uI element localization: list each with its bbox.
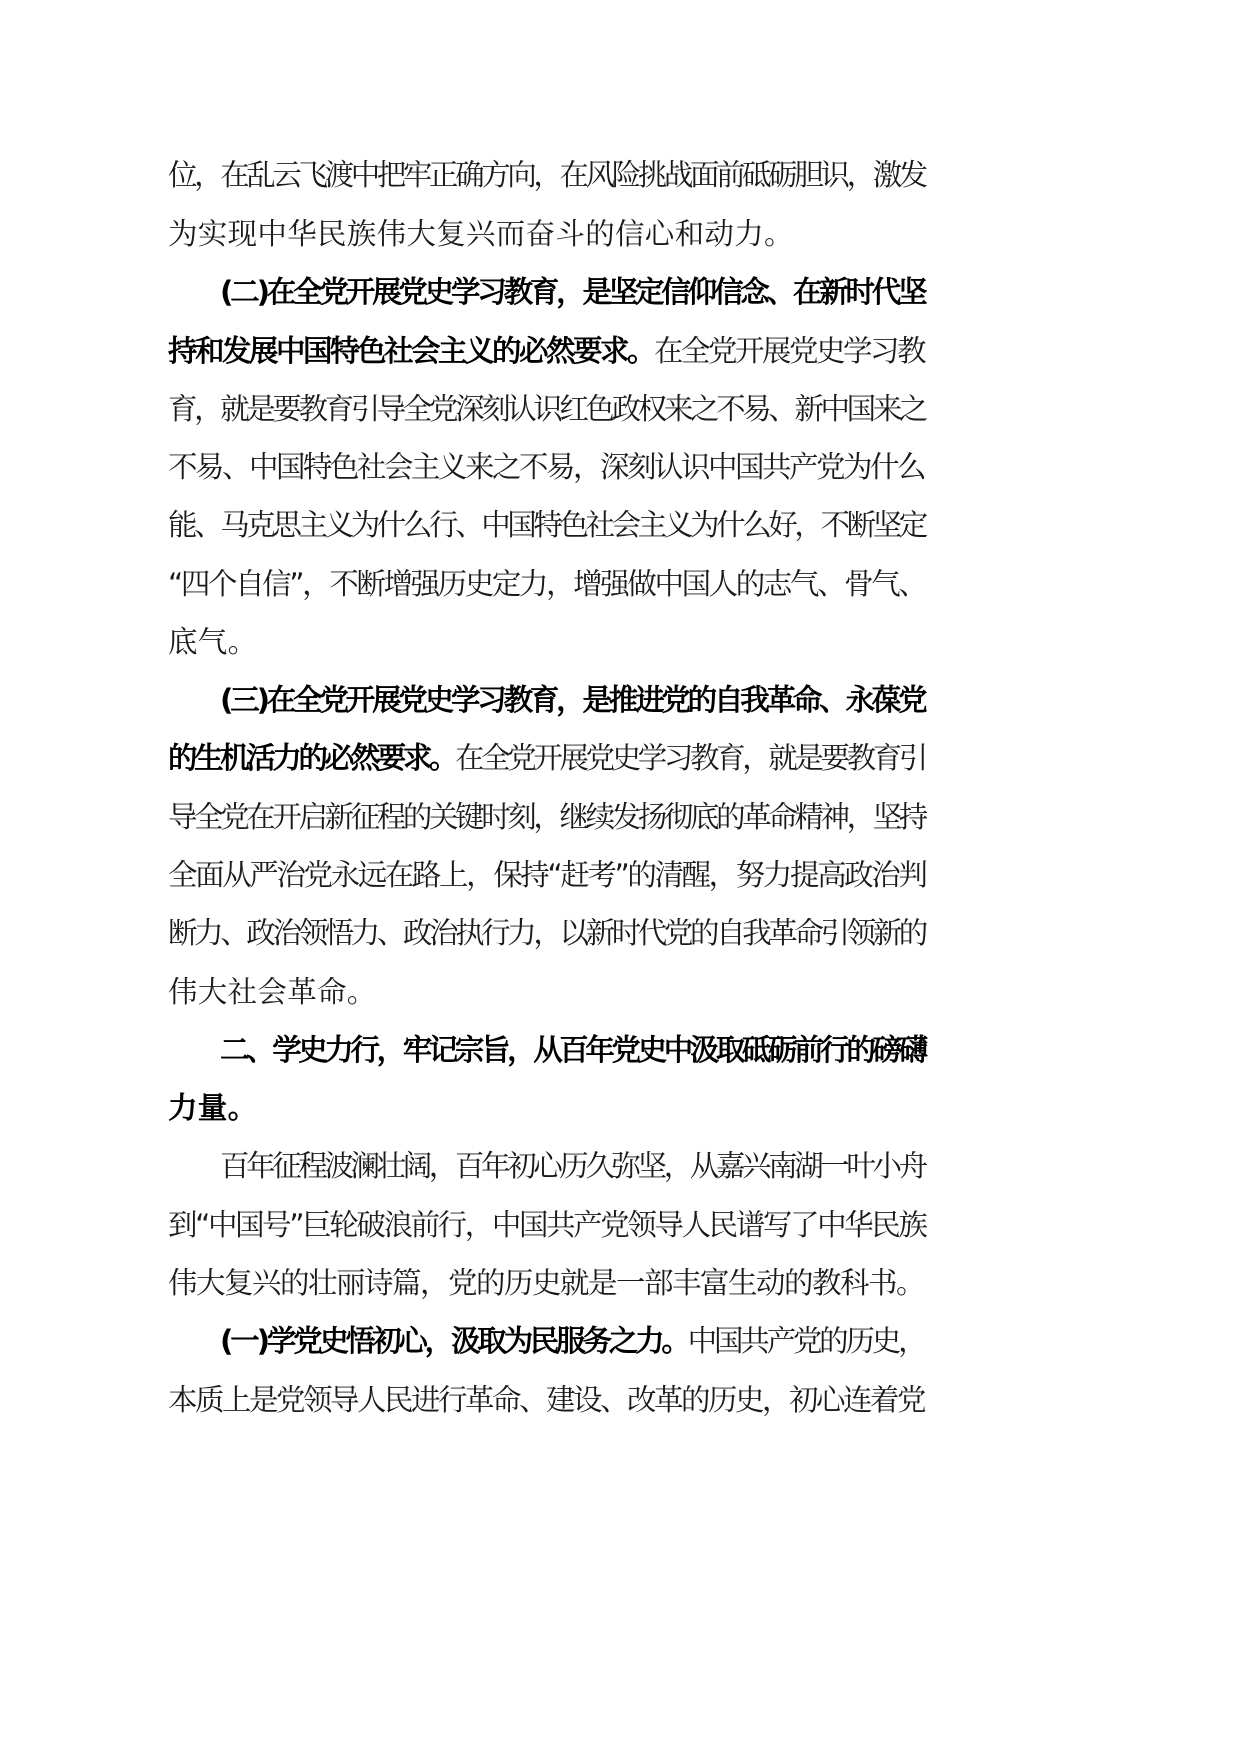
line-text: 到“中国号”巨轮破浪前行，中国共产党领导人民谱写了中华民族 [168, 1208, 926, 1242]
section-heading [220, 1025, 925, 1075]
paragraph-line [168, 617, 257, 667]
paragraph-line [168, 150, 925, 200]
line-text: 底气。 [168, 625, 258, 659]
paragraph-line [168, 326, 924, 376]
heading-text: (三)在全党开展党史学习教育，是推进党的自我革命、永葆党 [220, 683, 925, 717]
line-text: 伟大复兴的壮丽诗篇，党的历史就是一部丰富生动的教科书。 [168, 1266, 925, 1300]
paragraph-line [220, 675, 924, 725]
paragraph-line [168, 384, 925, 434]
paragraph-line [168, 1258, 924, 1308]
heading-text: 的生机活力的必然要求。 [168, 741, 456, 775]
heading-text: (一)学党史悟初心，汲取为民服务之力。 [220, 1324, 688, 1358]
paragraph-line [168, 1375, 924, 1425]
heading-text: (二)在全党开展党史学习教育，是坚定信仰信念、在新时代坚 [220, 275, 925, 309]
line-text: 伟大社会革命。 [168, 975, 377, 1009]
paragraph-line [168, 908, 925, 958]
paragraph-line [168, 209, 794, 259]
heading-text: 力量。 [168, 1091, 258, 1125]
paragraph-line [168, 967, 377, 1017]
paragraph-line [168, 792, 925, 842]
line-text: 位，在乱云飞渡中把牢正确方向，在风险挑战面前砥砺胆识，激发 [168, 158, 925, 192]
paragraph-line [168, 442, 924, 492]
paragraph-line [168, 850, 925, 900]
line-text: 为实现中华民族伟大复兴而奋斗的信心和动力。 [168, 217, 794, 251]
line-text: 在全党开展党史学习教育，就是要教育引 [455, 741, 925, 775]
line-text: 导全党在开启新征程的关键时刻，继续发扬彻底的革命精神，坚持 [168, 800, 925, 834]
section-heading [168, 1083, 257, 1133]
paragraph-line [168, 733, 925, 783]
paragraph-line [220, 267, 924, 317]
heading-text: 持和发展中国特色社会主义的必然要求。 [168, 334, 655, 368]
line-text: 中国共产党的历史， [687, 1324, 925, 1358]
line-text: “四个自信”，不断增强历史定力，增强做中国人的志气、骨气、 [168, 567, 926, 601]
line-text: 不易、中国特色社会主义来之不易，深刻认识中国共产党为什么 [168, 450, 925, 484]
paragraph-line [168, 559, 925, 609]
line-text: 本质上是党领导人民进行革命、建设、改革的历史，初心连着党 [168, 1383, 925, 1417]
line-text: 育，就是要教育引导全党深刻认识红色政权来之不易、新中国来之 [168, 392, 925, 426]
line-text: 在全党开展党史学习教 [654, 334, 925, 368]
paragraph-line [168, 1200, 925, 1250]
paragraph-line [220, 1141, 925, 1191]
line-text: 百年征程波澜壮阔，百年初心历久弥坚，从嘉兴南湖一叶小舟 [220, 1149, 925, 1183]
heading-text: 二、学史力行，牢记宗旨，从百年党史中汲取砥砺前行的磅礴 [220, 1033, 925, 1067]
line-text: 断力、政治领悟力、政治执行力，以新时代党的自我革命引领新的 [168, 916, 925, 950]
line-text: 能、马克思主义为什么行、中国特色社会主义为什么好，不断坚定 [168, 508, 925, 542]
paragraph-line [220, 1316, 924, 1366]
line-text: 全面从严治党永远在路上，保持“赶考”的清醒，努力提高政治判 [168, 858, 926, 892]
paragraph-line [168, 500, 925, 550]
